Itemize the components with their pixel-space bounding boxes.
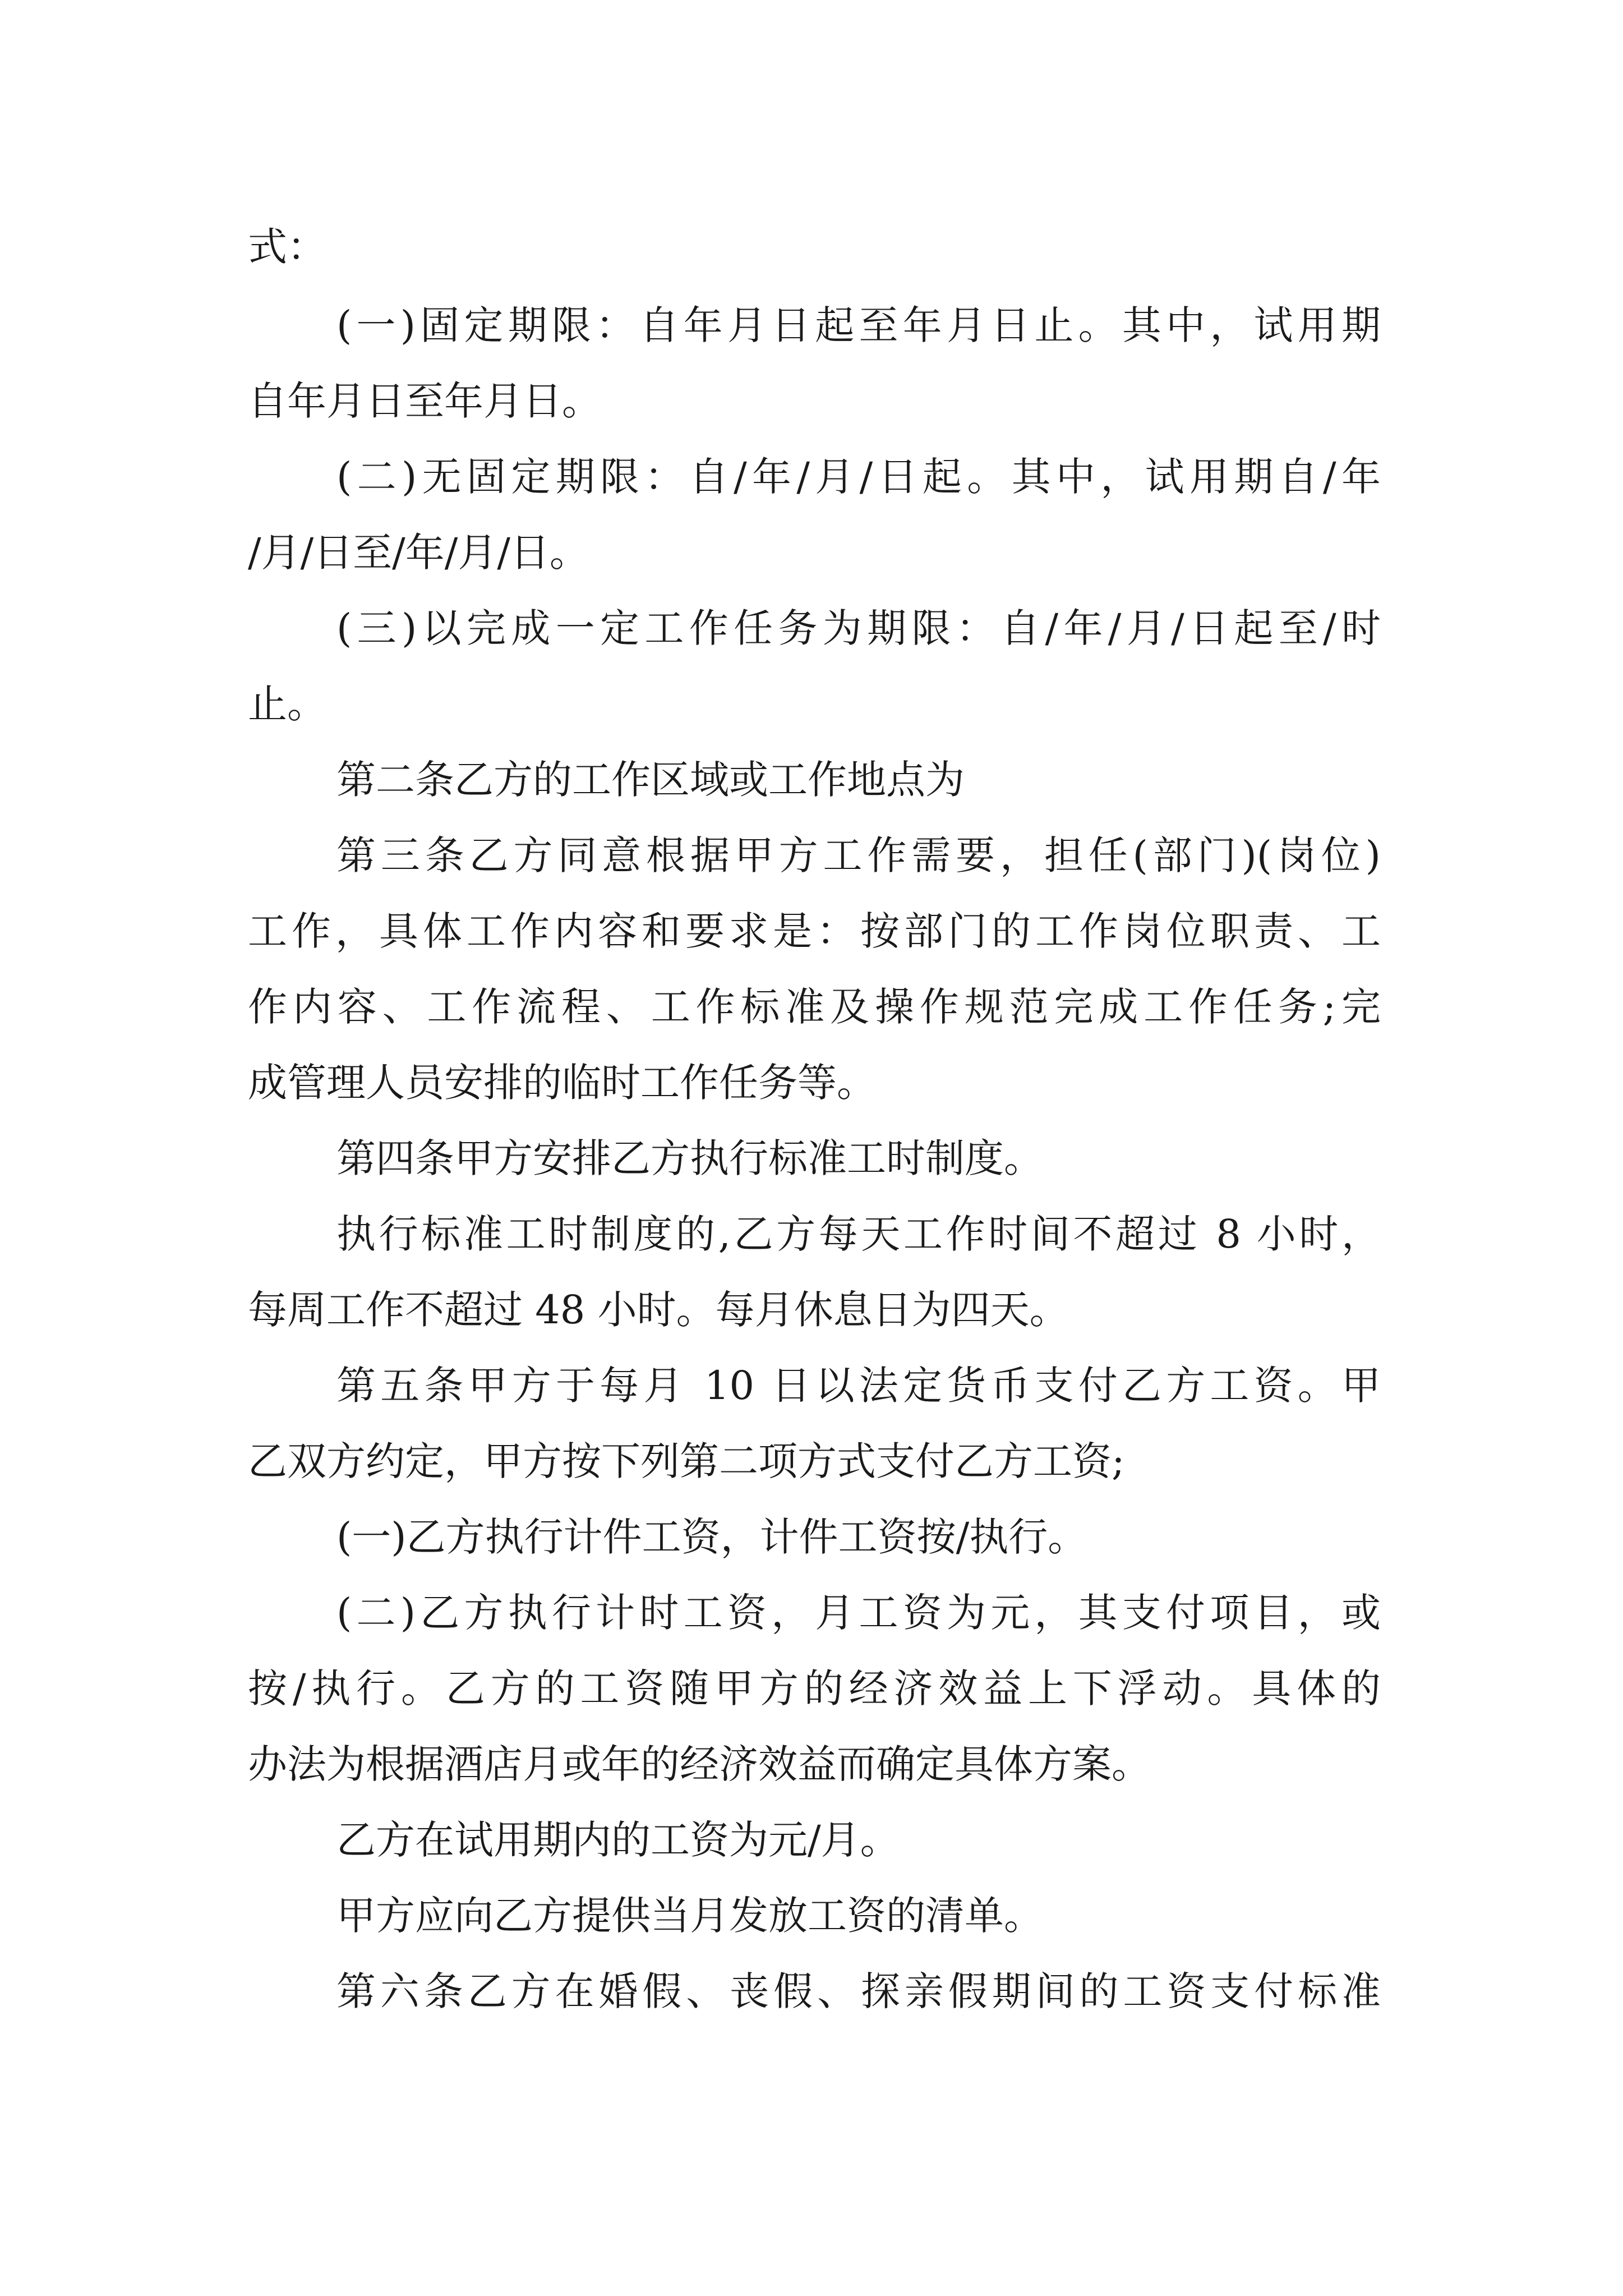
text-line: 甲方应向乙方提供当月发放工资的清单。 [336, 1893, 1043, 1939]
text-line: 第二条乙方的工作区域或工作地点为 [336, 757, 965, 803]
text-line: 第三条乙方同意根据甲方工作需要，担任(部门)(岗位) [336, 832, 1381, 878]
text-line: 乙双方约定，甲方按下列第二项方式支付乙方工资; [248, 1438, 1125, 1484]
text-line: 办法为根据酒店月或年的经济效益而确定具体方案。 [248, 1741, 1151, 1787]
text-line: (一)乙方执行计件工资，计件工资按/执行。 [336, 1514, 1087, 1560]
text-line: 按/执行。乙方的工资随甲方的经济效益上下浮动。具体的 [248, 1665, 1381, 1711]
text-line: 第五条甲方于每月 10 日以法定货币支付乙方工资。甲 [336, 1363, 1381, 1409]
text-line: 自年月日至年月日。 [248, 378, 601, 424]
text-line: 每周工作不超过 48 小时。每月休息日为四天。 [248, 1287, 1069, 1333]
text-line: 第四条甲方安排乙方执行标准工时制度。 [336, 1135, 1043, 1181]
text-line: 止。 [248, 681, 326, 727]
text-line: 第六条乙方在婚假、丧假、探亲假期间的工资支付标准 [336, 1968, 1381, 2014]
text-line: 成管理人员安排的临时工作任务等。 [248, 1060, 876, 1106]
text-line: 式： [248, 224, 326, 270]
text-line: 执行标准工时制度的,乙方每天工作时间不超过 8 小时， [336, 1211, 1381, 1257]
text-line: 乙方在试用期内的工资为元/月。 [336, 1817, 900, 1863]
text-line: 工作，具体工作内容和要求是：按部门的工作岗位职责、工 [248, 908, 1381, 954]
text-line: (一)固定期限：自年月日起至年月日止。其中，试用期 [336, 302, 1381, 348]
text-line: (二)无固定期限：自/年/月/日起。其中，试用期自/年 [336, 454, 1381, 500]
text-line: 作内容、工作流程、工作标准及操作规范完成工作任务;完 [248, 984, 1381, 1030]
text-line: /月/日至/年/月/日。 [248, 530, 589, 576]
text-line: (三)以完成一定工作任务为期限：自/年/月/日起至/时 [336, 605, 1381, 651]
text-line: (二)乙方执行计时工资，月工资为元，其支付项目，或 [336, 1590, 1381, 1636]
